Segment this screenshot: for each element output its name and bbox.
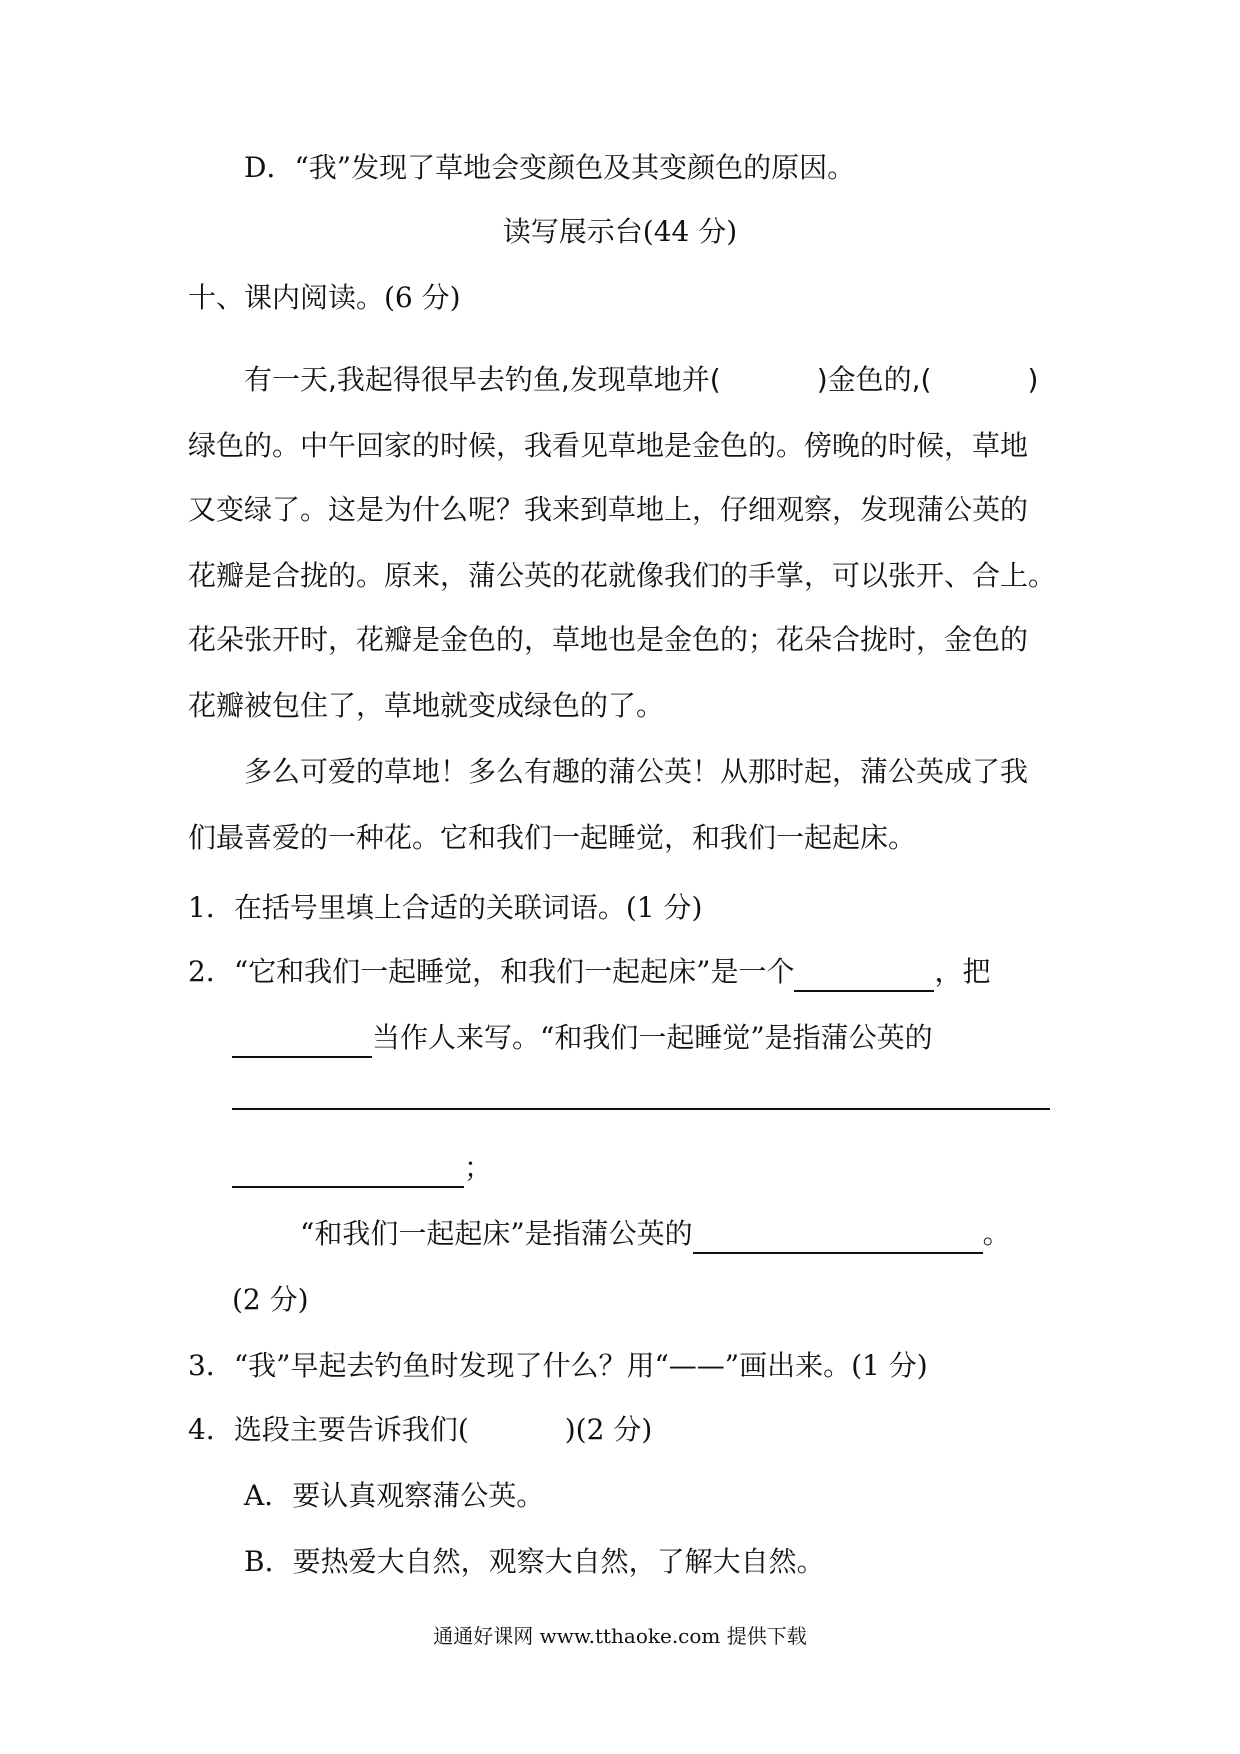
question-4 [188, 1410, 652, 1450]
question-4-text-a: 4．选段主要告诉我们( [188, 1413, 469, 1446]
question-2-line-2 [232, 1018, 933, 1058]
question-2-text-c: 当作人来写。“和我们一起睡觉”是指蒲公英的 [372, 1021, 933, 1054]
passage-line-2: 绿色的。中午回家的时候，我看见草地是金色的。傍晚的时候，草地 [188, 429, 1029, 462]
passage-p1-a: 有一天,我起得很早去钓鱼,发现草地并( [244, 363, 721, 396]
passage-p1-b: )金色的,( [816, 363, 932, 396]
passage-line-4: 花瓣是合拢的。原来，蒲公英的花就像我们的手掌，可以张开、合上。 [188, 559, 1057, 592]
question-4-option-b: B．要热爱大自然，观察大自然，了解大自然。 [244, 1545, 825, 1578]
question-3: 3．“我”早起去钓鱼时发现了什么？用“——”画出来。(1 分) [188, 1349, 928, 1382]
answer-blank-sleep[interactable] [232, 1156, 464, 1188]
answer-line-full[interactable] [232, 1108, 1050, 1110]
question-2-line-5 [300, 1214, 1011, 1254]
answer-blank-wake[interactable] [693, 1222, 983, 1254]
passage-line-1 [244, 360, 1038, 400]
question-2-text-b: ，把 [934, 955, 991, 988]
question-2-text-d: ； [464, 1151, 493, 1184]
passage-p2-line-2: 们最喜爱的一种花。它和我们一起睡觉，和我们一起起床。 [188, 821, 917, 854]
question-2-text-f: 。 [982, 1217, 1011, 1250]
answer-blank-rhetoric[interactable] [794, 960, 934, 992]
question-ten-heading: 十、课内阅读。(6 分) [188, 281, 461, 314]
question-2-text-a: 2．“它和我们一起睡觉，和我们一起起床”是一个 [188, 955, 795, 988]
footer-credit: 通通好课网 www.tthaoke.com 提供下载 [433, 1624, 807, 1648]
passage-line-6: 花瓣被包住了，草地就变成绿色的了。 [188, 689, 665, 722]
section-title: 读写展示台(44 分) [502, 215, 738, 248]
passage-line-3: 又变绿了。这是为什么呢？我来到草地上，仔细观察，发现蒲公英的 [188, 493, 1029, 526]
question-4-option-a: A．要认真观察蒲公英。 [244, 1479, 545, 1512]
passage-p1-c: ) [1027, 363, 1039, 396]
question-2-line-4 [232, 1148, 492, 1188]
question-4-text-b: )(2 分) [564, 1413, 653, 1446]
passage-p2-line-1: 多么可爱的草地！多么有趣的蒲公英！从那时起，蒲公英成了我 [244, 755, 1029, 788]
answer-blank-object[interactable] [232, 1026, 372, 1058]
question-2-text-e: “和我们一起起床”是指蒲公英的 [300, 1217, 693, 1250]
option-d: D．“我”发现了草地会变颜色及其变颜色的原因。 [244, 151, 856, 184]
question-1: 1．在括号里填上合适的关联词语。(1 分) [188, 891, 703, 924]
passage-line-5: 花朵张开时，花瓣是金色的，草地也是金色的；花朵合拢时，金色的 [188, 623, 1029, 656]
question-2-score: (2 分) [232, 1283, 309, 1316]
question-2-line-1 [188, 952, 990, 992]
